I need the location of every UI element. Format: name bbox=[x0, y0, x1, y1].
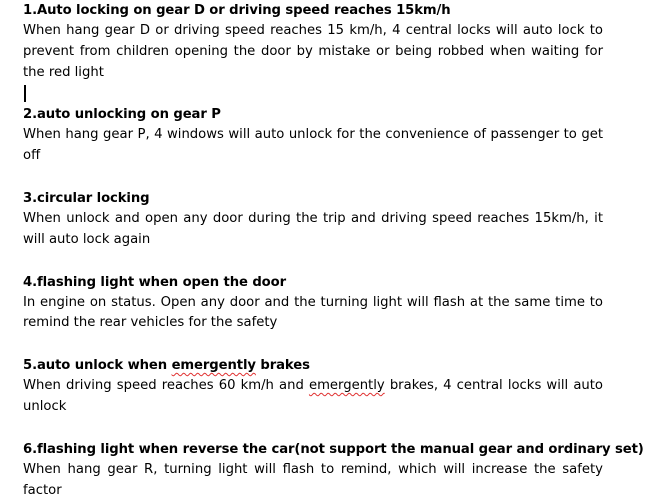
section-2 bbox=[23, 104, 603, 167]
document-body[interactable] bbox=[23, 0, 644, 501]
section-4-heading: 4.flashing light when open the door bbox=[23, 274, 286, 290]
section-1 bbox=[23, 0, 603, 83]
section-5 bbox=[23, 355, 603, 418]
section-5-heading-post: brakes bbox=[255, 358, 310, 374]
section-5-heading bbox=[23, 355, 603, 376]
spellcheck-flagged-word[interactable]: emergently bbox=[171, 358, 256, 374]
section-6-body: When hang gear R, turning light will flash to remind, which will increase the safety factor bbox=[23, 461, 603, 498]
blank-line bbox=[23, 167, 603, 188]
section-5-body-post: brakes, 4 central locks will auto unlock bbox=[23, 378, 603, 414]
section-3-body: When unlock and open any door during the trip and driving speed reaches 15km/h, it will auto lock again bbox=[23, 210, 603, 247]
section-3-heading: 3.circular locking bbox=[23, 190, 150, 206]
section-5-body-pre: When driving speed reaches 60 km/h and bbox=[23, 378, 309, 394]
section-2-body: When hang gear P, 4 windows will auto unlock for the convenience of passenger to get off bbox=[23, 127, 603, 164]
section-4-body: In engine on status. Open any door and the turning light will flash at the same time to remind the rear vehicles for the safety bbox=[23, 294, 603, 331]
section-6-heading: 6.flashing light when reverse the car(not support the manual gear and ordinary set) bbox=[23, 441, 644, 457]
blank-line bbox=[23, 418, 603, 439]
section-4 bbox=[23, 272, 603, 335]
section-6 bbox=[23, 439, 644, 501]
section-1-heading: 1.Auto locking on gear D or driving speed reaches 15km/h bbox=[23, 3, 451, 18]
blank-line bbox=[23, 334, 603, 355]
section-5-body bbox=[23, 376, 603, 418]
spellcheck-flagged-word[interactable]: emergently bbox=[308, 378, 385, 394]
section-3 bbox=[23, 188, 603, 251]
section-5-heading-pre: 5.auto unlock when bbox=[23, 358, 172, 374]
text-caret bbox=[24, 85, 26, 102]
section-2-heading: 2.auto unlocking on gear P bbox=[23, 107, 221, 123]
section-1-body: When hang gear D or driving speed reaches 15 km/h, 4 central locks will auto lock to prevent from children opening the door by mistake or being robbed when waiting for the red light bbox=[23, 23, 603, 80]
blank-line bbox=[23, 251, 603, 272]
text-cursor-line[interactable] bbox=[23, 83, 603, 104]
